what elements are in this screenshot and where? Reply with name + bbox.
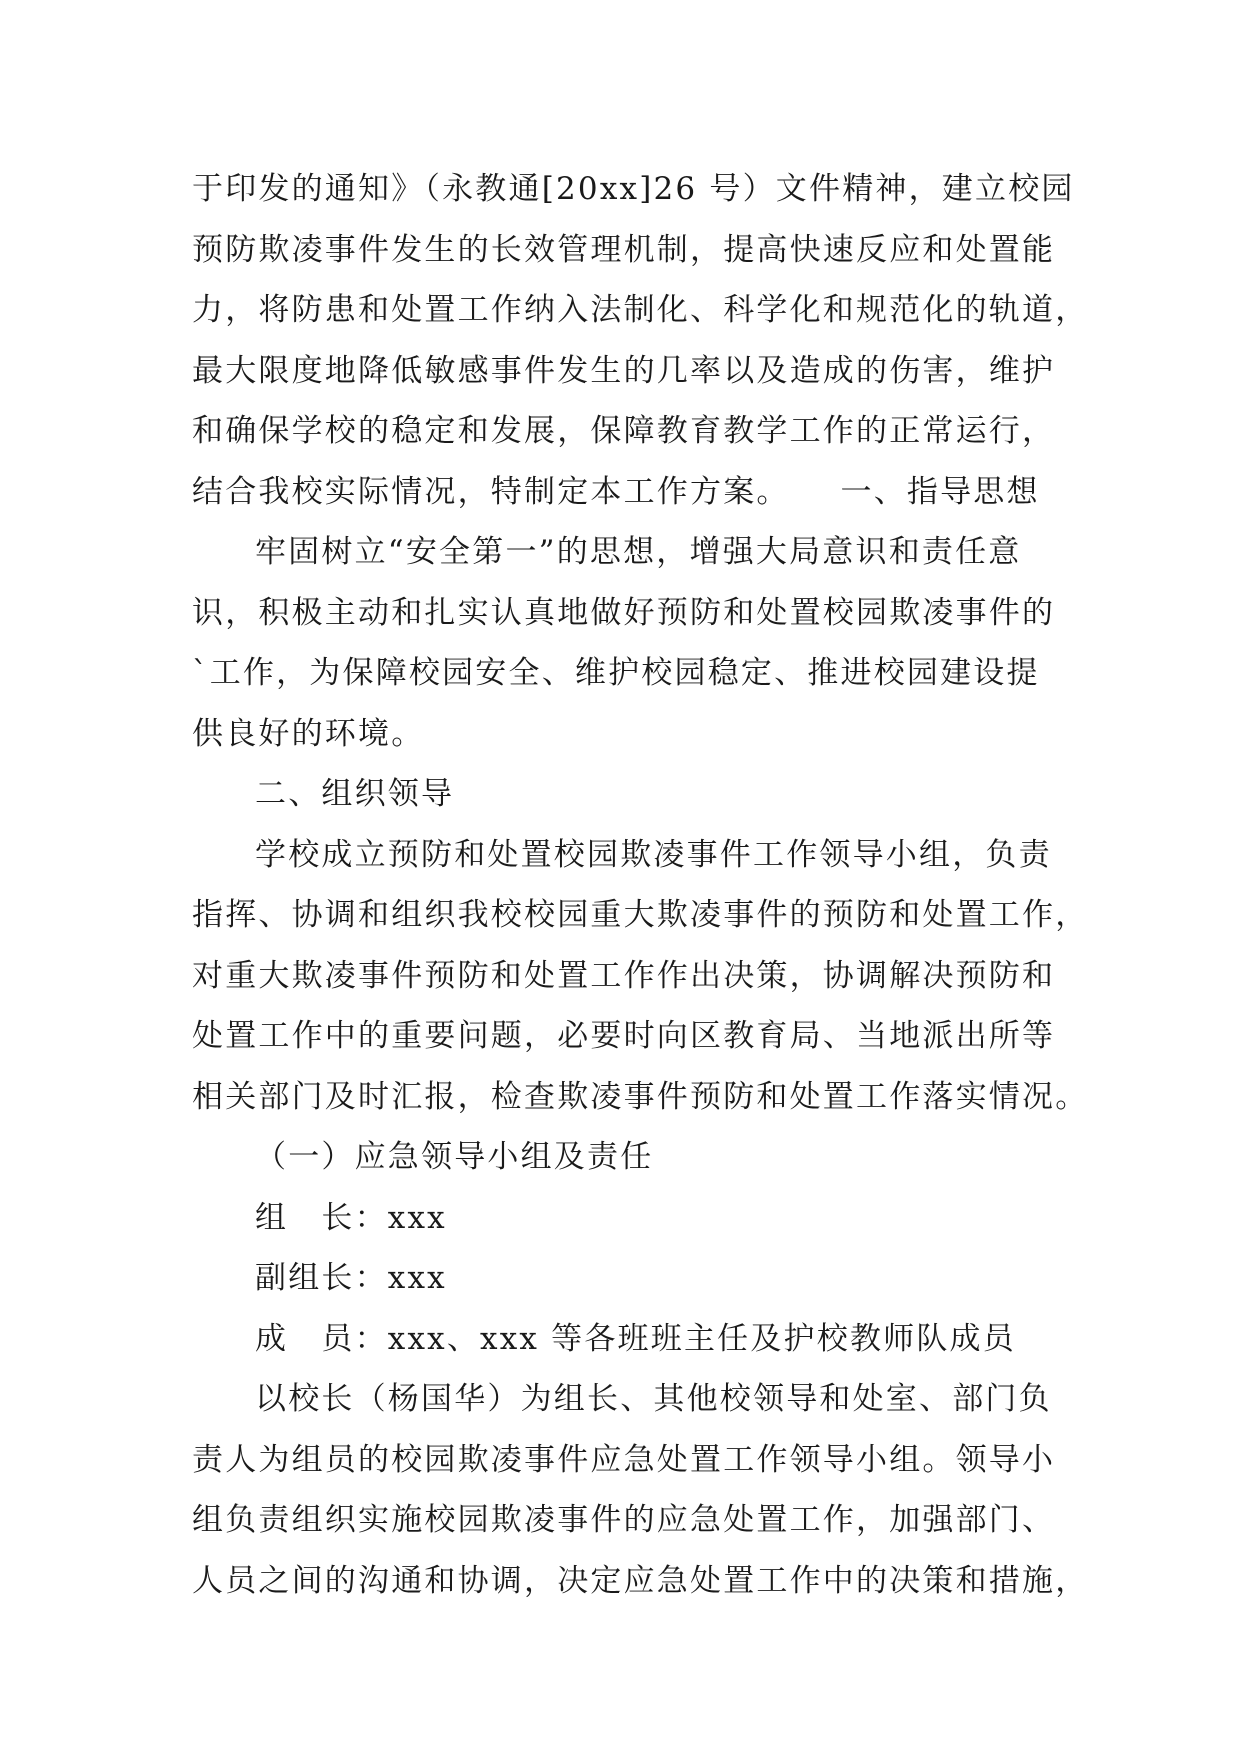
text-line: 相关部门及时汇报，检查欺凌事件预防和处置工作落实情况。 [192,1078,1089,1115]
text-line: 力，将防患和处置工作纳入法制化、科学化和规范化的轨道， [192,292,1089,328]
text-line: 预防欺凌事件发生的长效管理机制，提高快速反应和处置能 [192,231,1056,268]
text-line: 结合我校实际情况，特制定本工作方案。 一、指导思想 [192,473,1040,510]
text-line: 和确保学校的稳定和发展，保障教育教学工作的正常运行， [192,413,1056,449]
text-line: 最大限度地降低敏感事件发生的几率以及造成的伤害，维护 [192,352,1056,389]
text-line: 对重大欺凌事件预防和处置工作作出决策，协调解决预防和 [192,957,1056,994]
text-line: 以校长（杨国华）为组长、其他校领导和处室、部门负 [255,1381,1052,1417]
text-line: 于印发的通知》（永教通[20xx]26 号）文件精神，建立校园 [192,171,1075,207]
text-line: 成 员：xxx、xxx 等各班班主任及护校教师队成员 [255,1320,1016,1357]
text-line: 人员之间的沟通和协调，决定应急处置工作中的决策和措施， [192,1562,1089,1599]
text-line: 识，积极主动和扎实认真地做好预防和处置校园欺凌事件的 [192,594,1056,631]
text-line: 处置工作中的重要问题，必要时向区教育局、当地派出所等 [192,1018,1056,1054]
text-line: 副组长：xxx [255,1260,447,1296]
text-line: `工作，为保障校园安全、维护校园稳定、推进校园建设提 [192,655,1040,691]
text-line: 学校成立预防和处置校园欺凌事件工作领导小组，负责 [255,836,1052,873]
text-line: 组 长：xxx [255,1199,447,1236]
text-line: 组负责组织实施校园欺凌事件的应急处置工作，加强部门、 [192,1502,1056,1538]
text-line: 指挥、协调和组织我校校园重大欺凌事件的预防和处置工作， [192,897,1089,933]
text-line: 责人为组员的校园欺凌事件应急处置工作领导小组。领导小 [192,1441,1056,1478]
text-line: 牢固树立“安全第一”的思想，增强大局意识和责任意 [255,534,1022,570]
text-line: 二、组织领导 [255,776,455,812]
document-body [192,159,1089,1611]
text-line: 供良好的环境。 [192,715,425,752]
text-line: （一）应急领导小组及责任 [255,1139,654,1175]
